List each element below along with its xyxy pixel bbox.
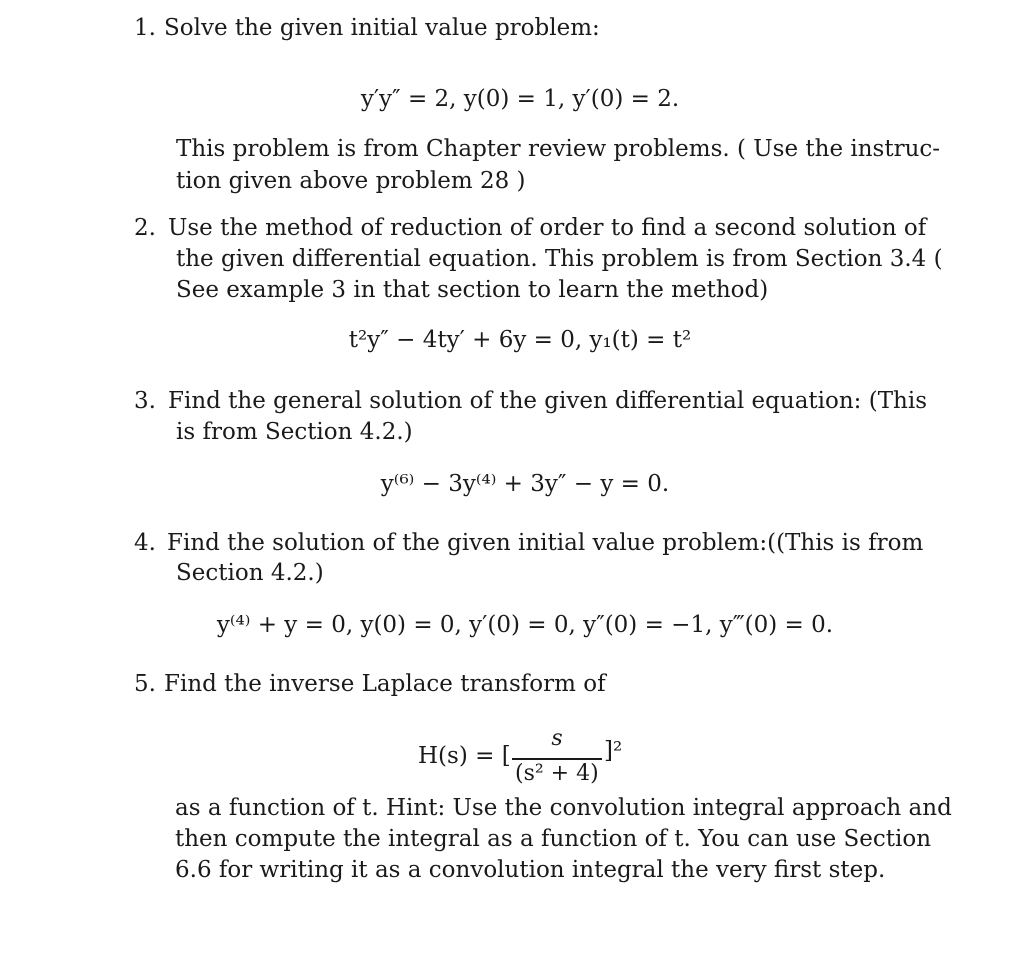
equation-lhs: H(s) = [ [418,743,511,769]
fraction-numerator: s [551,726,563,751]
problem-number: 2. [134,215,156,241]
equation: y′y″ = 2, y(0) = 1, y′(0) = 2. [360,86,680,112]
problem-text-line: Use the method of reduction of order to find a second solution of [168,215,927,241]
problem-text-line: Section 4.2.) [176,560,324,586]
problem-text-line: is from Section 4.2.) [176,419,413,445]
equation: y⁽⁶⁾ − 3y⁽⁴⁾ + 3y″ − y = 0. [380,471,670,497]
problem-text-line: Solve the given initial value problem: [164,15,600,41]
problem-text-line: the given differential equation. This problem is from Section 3.4 ( [176,246,943,272]
note-line: tion given above problem 28 ) [176,168,526,194]
fraction-denominator: (s² + 4) [515,761,599,786]
problem-number: 4. [134,530,156,556]
hint-line: then compute the integral as a function of t. You can use Section [175,826,932,852]
problem-text-line: See example 3 in that section to learn the method) [176,277,769,303]
note-line: This problem is from Chapter review problems. ( Use the instruc- [176,136,941,162]
equation-rhs: ]² [604,738,623,764]
problem-number: 5. [134,671,156,697]
equation: t²y″ − 4ty′ + 6y = 0, y₁(t) = t² [348,327,692,353]
problem-text-line: Find the general solution of the given differential equation: (This [168,388,928,414]
problem-text-line: Find the inverse Laplace transform of [164,671,606,697]
problem-number: 1. [134,15,156,41]
hint-line: 6.6 for writing it as a convolution integral the very first step. [175,857,886,883]
problem-text-line: Find the solution of the given initial value problem:((This is from [167,530,924,556]
problem-number: 3. [134,388,156,414]
equation: y⁽⁴⁾ + y = 0, y(0) = 0, y′(0) = 0, y″(0) = −1, y‴(0) = 0. [216,612,834,638]
hint-line: as a function of t. Hint: Use the convolution integral approach and [175,795,952,821]
fraction-bar [512,758,602,760]
